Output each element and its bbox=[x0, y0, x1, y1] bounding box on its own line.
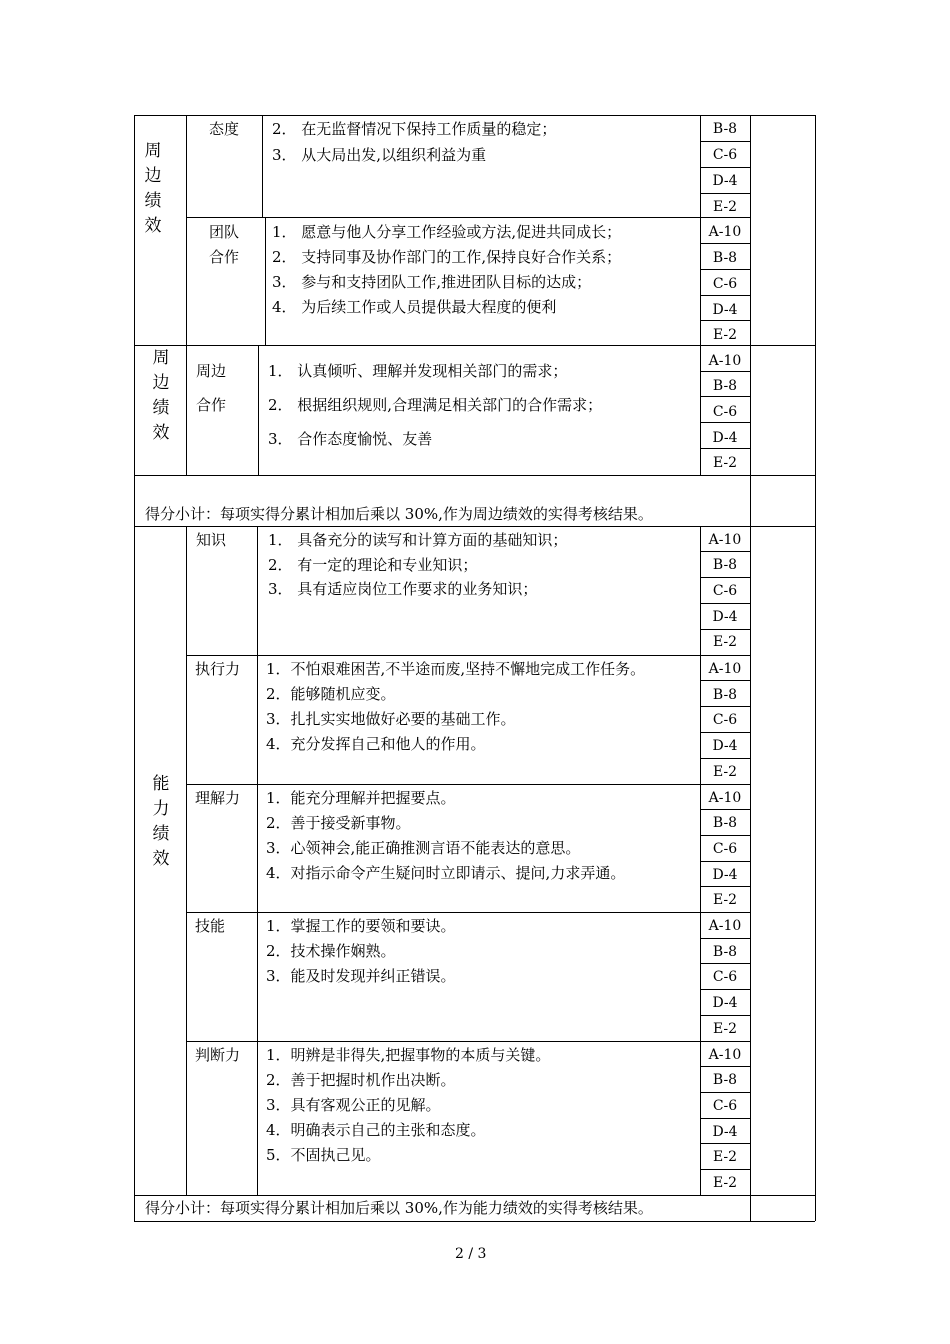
grade-option: D-4 bbox=[712, 430, 738, 446]
table-rule bbox=[186, 526, 187, 1195]
grade-option: E-2 bbox=[712, 327, 738, 343]
table-rule bbox=[258, 345, 259, 475]
criterion-text: 4．明确表示自己的主张和态度。 bbox=[266, 1121, 486, 1139]
table-rule bbox=[700, 1143, 750, 1144]
criterion-text: 4．对指示命令产生疑问时立即请示、提问,力求弄通。 bbox=[266, 864, 626, 882]
grade-option: C-6 bbox=[712, 404, 738, 420]
table-rule bbox=[186, 655, 750, 656]
table-rule bbox=[815, 115, 816, 1221]
table-rule bbox=[700, 1169, 750, 1170]
criterion-text: 4． 为后续工作或人员提供最大程度的便利 bbox=[272, 298, 557, 316]
item-name: 合作 bbox=[196, 396, 227, 414]
grade-option: A-10 bbox=[708, 532, 742, 548]
item-name: 执行力 bbox=[195, 660, 241, 678]
item-name: 判断力 bbox=[195, 1046, 241, 1064]
table-rule bbox=[700, 706, 750, 707]
criterion-text: 2．善于接受新事物。 bbox=[266, 814, 411, 832]
table-rule bbox=[262, 115, 263, 217]
grade-option: D-4 bbox=[712, 173, 738, 189]
table-rule bbox=[700, 861, 750, 862]
grade-option: C-6 bbox=[712, 712, 738, 728]
table-rule bbox=[700, 1066, 750, 1067]
criterion-text: 3． 具有适应岗位工作要求的业务知识； bbox=[268, 580, 538, 598]
grade-option: D-4 bbox=[712, 867, 738, 883]
criterion-text: 1．明辨是非得失,把握事物的本质与关键。 bbox=[266, 1046, 551, 1064]
grade-option: E-2 bbox=[712, 1021, 738, 1037]
table-rule bbox=[134, 1195, 815, 1196]
criterion-text: 3．扎扎实实地做好必要的基础工作。 bbox=[266, 710, 516, 728]
criterion-text: 3．具有客观公正的见解。 bbox=[266, 1096, 441, 1114]
item-name: 团队 bbox=[209, 223, 240, 241]
grade-option: A-10 bbox=[708, 224, 742, 240]
item-name: 态度 bbox=[209, 120, 240, 138]
table-rule bbox=[700, 835, 750, 836]
table-rule bbox=[186, 1041, 750, 1042]
grade-option: B-8 bbox=[712, 944, 738, 960]
criterion-text: 1．掌握工作的要领和要诀。 bbox=[266, 917, 456, 935]
grade-option: C-6 bbox=[712, 841, 738, 857]
grade-option: E-2 bbox=[712, 455, 738, 471]
item-name: 合作 bbox=[209, 248, 240, 266]
table-rule bbox=[700, 989, 750, 990]
criterion-text: 4．充分发挥自己和他人的作用。 bbox=[266, 735, 486, 753]
table-rule bbox=[700, 1118, 750, 1119]
grade-option: D-4 bbox=[712, 302, 738, 318]
table-rule bbox=[700, 680, 750, 681]
table-rule bbox=[700, 193, 750, 194]
grade-option: A-10 bbox=[708, 1047, 742, 1063]
table-rule bbox=[134, 115, 815, 116]
grade-option: A-10 bbox=[708, 790, 742, 806]
grade-option: E-2 bbox=[712, 199, 738, 215]
item-name: 理解力 bbox=[195, 789, 241, 807]
table-rule bbox=[700, 551, 750, 552]
criterion-text: 5．不固执己见。 bbox=[266, 1146, 381, 1164]
table-rule bbox=[700, 448, 750, 449]
table-rule bbox=[700, 396, 750, 397]
table-rule bbox=[700, 886, 750, 887]
criterion-text: 2． 根据组织规则,合理满足相关部门的合作需求； bbox=[268, 396, 603, 414]
table-rule bbox=[700, 1015, 750, 1016]
grade-option: B-8 bbox=[712, 687, 738, 703]
table-rule bbox=[700, 629, 750, 630]
subtotal-note: 得分小计：每项实得分累计相加后乘以 30%,作为能力绩效的实得考核结果。 bbox=[145, 1199, 653, 1217]
table-rule bbox=[134, 475, 815, 476]
page-number: 2 / 3 bbox=[455, 1246, 487, 1262]
table-rule bbox=[265, 217, 266, 345]
table-rule bbox=[186, 784, 750, 785]
table-rule bbox=[134, 345, 815, 346]
table-rule bbox=[134, 115, 135, 1221]
table-rule bbox=[186, 912, 750, 913]
table-rule bbox=[134, 526, 815, 527]
table-rule bbox=[700, 577, 750, 578]
grade-option: C-6 bbox=[712, 1098, 738, 1114]
grade-option: C-6 bbox=[712, 276, 738, 292]
criterion-text: 1． 具备充分的读写和计算方面的基础知识； bbox=[268, 531, 568, 549]
table-rule bbox=[700, 243, 750, 244]
criterion-text: 1． 愿意与他人分享工作经验或方法,促进共同成长； bbox=[272, 223, 622, 241]
table-rule bbox=[700, 809, 750, 810]
category-label: 周边绩效 bbox=[144, 141, 162, 236]
grade-option: B-8 bbox=[712, 557, 738, 573]
subtotal-note: 得分小计：每项实得分累计相加后乘以 30%,作为周边绩效的实得考核结果。 bbox=[145, 505, 653, 523]
item-name: 技能 bbox=[195, 917, 226, 935]
grade-option: C-6 bbox=[712, 969, 738, 985]
criterion-text: 1．能充分理解并把握要点。 bbox=[266, 789, 456, 807]
table-rule bbox=[700, 320, 750, 321]
table-rule bbox=[700, 963, 750, 964]
table-rule bbox=[700, 141, 750, 142]
criterion-text: 1．不怕艰难困苦,不半途而废,坚持不懈地完成工作任务。 bbox=[266, 660, 646, 678]
grade-option: B-8 bbox=[712, 1072, 738, 1088]
grade-option: D-4 bbox=[712, 609, 738, 625]
grade-option: E-2 bbox=[712, 634, 738, 650]
criterion-text: 2． 在无监督情况下保持工作质量的稳定； bbox=[272, 120, 557, 138]
grade-option: A-10 bbox=[708, 661, 742, 677]
grade-option: E-2 bbox=[712, 892, 738, 908]
criterion-text: 2． 支持同事及协作部门的工作,保持良好合作关系； bbox=[272, 248, 622, 266]
item-name: 周边 bbox=[196, 362, 227, 380]
criterion-text: 3．心领神会,能正确推测言语不能表达的意思。 bbox=[266, 839, 581, 857]
grade-option: E-2 bbox=[712, 1175, 738, 1191]
criterion-text: 2．技术操作娴熟。 bbox=[266, 942, 396, 960]
table-rule bbox=[257, 526, 258, 1195]
criterion-text: 2．能够随机应变。 bbox=[266, 685, 396, 703]
criterion-text: 2．善于把握时机作出决断。 bbox=[266, 1071, 456, 1089]
table-rule bbox=[700, 167, 750, 168]
grade-option: B-8 bbox=[712, 378, 738, 394]
table-rule bbox=[700, 295, 750, 296]
criterion-text: 3． 参与和支持团队工作,推进团队目标的达成； bbox=[272, 273, 592, 291]
criterion-text: 3． 合作态度愉悦、友善 bbox=[268, 430, 433, 448]
grade-option: B-8 bbox=[712, 815, 738, 831]
grade-option: C-6 bbox=[712, 147, 738, 163]
grade-option: C-6 bbox=[712, 583, 738, 599]
table-rule bbox=[700, 1092, 750, 1093]
table-rule bbox=[186, 345, 187, 475]
item-name: 知识 bbox=[196, 531, 227, 549]
grade-option: D-4 bbox=[712, 1124, 738, 1140]
table-rule bbox=[700, 758, 750, 759]
grade-option: A-10 bbox=[708, 353, 742, 369]
table-rule bbox=[700, 371, 750, 372]
grade-option: D-4 bbox=[712, 738, 738, 754]
table-rule bbox=[186, 217, 750, 218]
grade-option: B-8 bbox=[712, 250, 738, 266]
criterion-text: 2． 有一定的理论和专业知识； bbox=[268, 556, 478, 574]
table-rule bbox=[700, 603, 750, 604]
table-rule bbox=[700, 269, 750, 270]
category-label: 能力绩效 bbox=[152, 774, 170, 869]
criterion-text: 3．能及时发现并纠正错误。 bbox=[266, 967, 456, 985]
table-rule bbox=[700, 732, 750, 733]
table-rule bbox=[750, 115, 751, 1221]
grade-option: E-2 bbox=[712, 1149, 738, 1165]
grade-option: A-10 bbox=[708, 918, 742, 934]
criterion-text: 1． 认真倾听、理解并发现相关部门的需求； bbox=[268, 362, 568, 380]
grade-option: E-2 bbox=[712, 764, 738, 780]
table-rule bbox=[700, 938, 750, 939]
table-rule bbox=[186, 115, 187, 345]
table-rule bbox=[134, 1221, 815, 1222]
category-label: 周边绩效 bbox=[152, 348, 170, 443]
grade-option: B-8 bbox=[712, 121, 738, 137]
grade-option: D-4 bbox=[712, 995, 738, 1011]
table-rule bbox=[700, 422, 750, 423]
criterion-text: 3． 从大局出发,以组织利益为重 bbox=[272, 146, 487, 164]
